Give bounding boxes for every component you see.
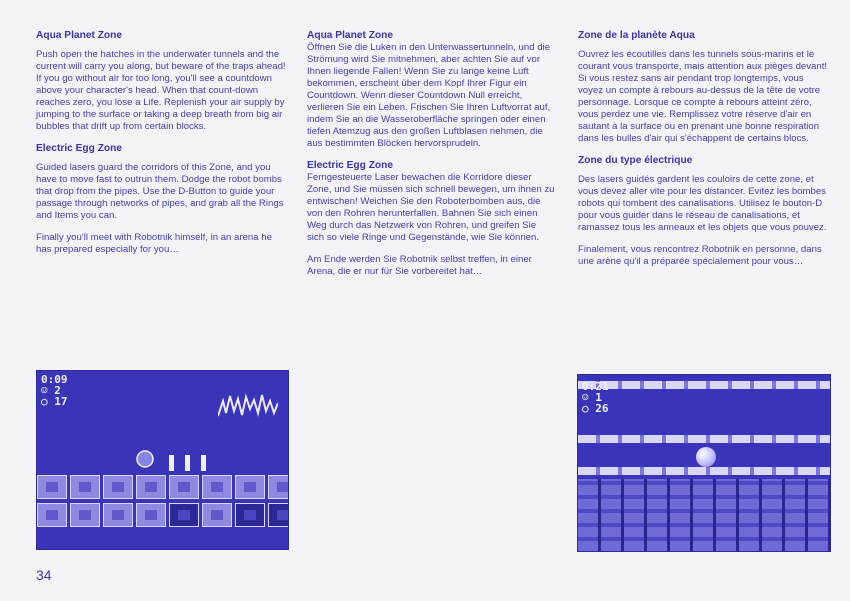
lower-rail xyxy=(578,467,830,475)
ring-icon: ○ xyxy=(41,395,48,408)
laser-rail xyxy=(578,435,830,443)
aqua-planet-heading-de: Aqua Planet Zone xyxy=(307,30,394,41)
finale-text-fr: Finalement, vous rencontrez Robotnik en personne, dans une arène qu'il a préparée spécialement pour vous… xyxy=(578,244,822,267)
electric-egg-screenshot xyxy=(577,374,831,552)
rings-count: 17 xyxy=(54,395,68,408)
electric-egg-heading-en: Electric Egg Zone xyxy=(36,143,123,154)
tile-row-lower xyxy=(37,503,289,527)
sonic-face-icon: ☺ xyxy=(41,384,48,397)
sonic-face-icon: ☺ xyxy=(582,391,589,404)
aqua-planet-text-de: Öffnen Sie die Luken in den Unterwassertunneln, und die Strömung wird Sie mitnehmen, aber achten Sie auf vor Ihnen liegende Fallen! Wenn Sie zu lange keine Luft bekommen, erscheint über dem Kopf Ihrer Figur ein Countdown. Wenn dieser Countdown Null erreicht, verlieren Sie ein Leben. Frischen Sie Ihren Luftvorrat auf, indem Sie an die Wasseroberfläche springen oder einen tiefen Atemzug aus den großen Luftblasen nehmen, die aus bestimmten Blöcken hervorsprudeln. xyxy=(307,42,551,149)
rings-row xyxy=(41,396,68,407)
electric-egg-heading-fr: Zone du type électrique xyxy=(578,155,693,166)
machinery-floor xyxy=(578,479,830,551)
finale-text-de: Am Ende werden Sie Robotnik selbst treffen, in einer Arena, die er nur für Sie vorbereitet hat… xyxy=(307,254,532,277)
ring-icon: ○ xyxy=(582,402,589,415)
lives-count: 1 xyxy=(595,391,602,404)
lives-count: 2 xyxy=(54,384,61,397)
finale-text-en: Finally you'll meet with Robotnik himself, in an arena he has prepared especially for you… xyxy=(36,232,272,255)
sonic-character-icon xyxy=(135,447,215,475)
column-english xyxy=(36,30,288,266)
electric-egg-heading-de: Electric Egg Zone xyxy=(307,160,394,171)
aqua-planet-heading-fr: Zone de la planète Aqua xyxy=(578,30,695,41)
electric-egg-text-en: Guided lasers guard the corridors of this Zone, and you have to move fast to outrun them. Dodge the robot bombs that drop from the pipes. Use the D-Button to guide your passage through networks of pipes, and grab all the Rings and Items you can. xyxy=(36,162,284,221)
rings-row xyxy=(582,403,609,414)
aqua-planet-text-en: Push open the hatches in the underwater tunnels and the current will carry you along, but beware of the traps ahead! If you go without air for too long, you'll see a countdown above your character's head. When that count-down reaches zero, you lose a Life. Replenish your air supply by jumping to the surface or taking a deep breath from big air bubbles that drift up from certain blocks. xyxy=(36,49,286,132)
electric-egg-text-de: Ferngesteuerte Laser bewachen die Korridore dieser Zone, und Sie müssen sich schnell bewegen, um ihnen zu entwischen! Weichen Sie den Roboterbomben aus, die von den Rohren herunterfallen. Bahnen Sie sich einen Weg durch das Netzwerk von Rohren, und greifen Sie sich so viele Ringe und Gegenstände, wie Sie können. xyxy=(307,172,555,243)
timer-readout: 0:21 xyxy=(582,380,609,393)
hud-right xyxy=(582,381,609,414)
robot-bomb-icon xyxy=(696,447,716,467)
page-number: 34 xyxy=(36,567,52,583)
tile-row-upper xyxy=(37,475,289,499)
electric-egg-text-fr: Des lasers guidés gardent les couloirs de cette zone, et vous devez aller vite pour les distancer. Evitez les bombes robots qui tombent des canalisations. Utilisez le bouton-D pour vous guider dans le réseau de canalisations, et ramassez tous les anneaux et les objets que vous pouvez. xyxy=(578,174,827,233)
aqua-planet-text-fr: Ouvrez les écoutilles dans les tunnels sous-marins et le courant vous transporte, mais attention aux pièges devant! Si vous restez sans air pendant trop longtemps, vous voyez un compte à rebours au-dessus de la tête de votre personnage. Lorsque ce compte à rebours atteint zéro, vous perdez une vie. Remplissez votre réserve d'air en sautant à la surface ou en prenant une bonne respiration dans les bulles d'air qui s'échappent de certains blocs. xyxy=(578,49,828,144)
hud-left xyxy=(41,374,68,407)
aqua-planet-heading-en: Aqua Planet Zone xyxy=(36,30,123,41)
rings-count: 26 xyxy=(595,402,609,415)
column-french xyxy=(578,30,830,278)
timer-readout: 0:09 xyxy=(41,373,68,386)
water-splash-icon xyxy=(218,391,278,421)
column-german xyxy=(307,30,555,288)
aqua-planet-screenshot xyxy=(36,370,289,550)
top-rail xyxy=(578,381,830,389)
